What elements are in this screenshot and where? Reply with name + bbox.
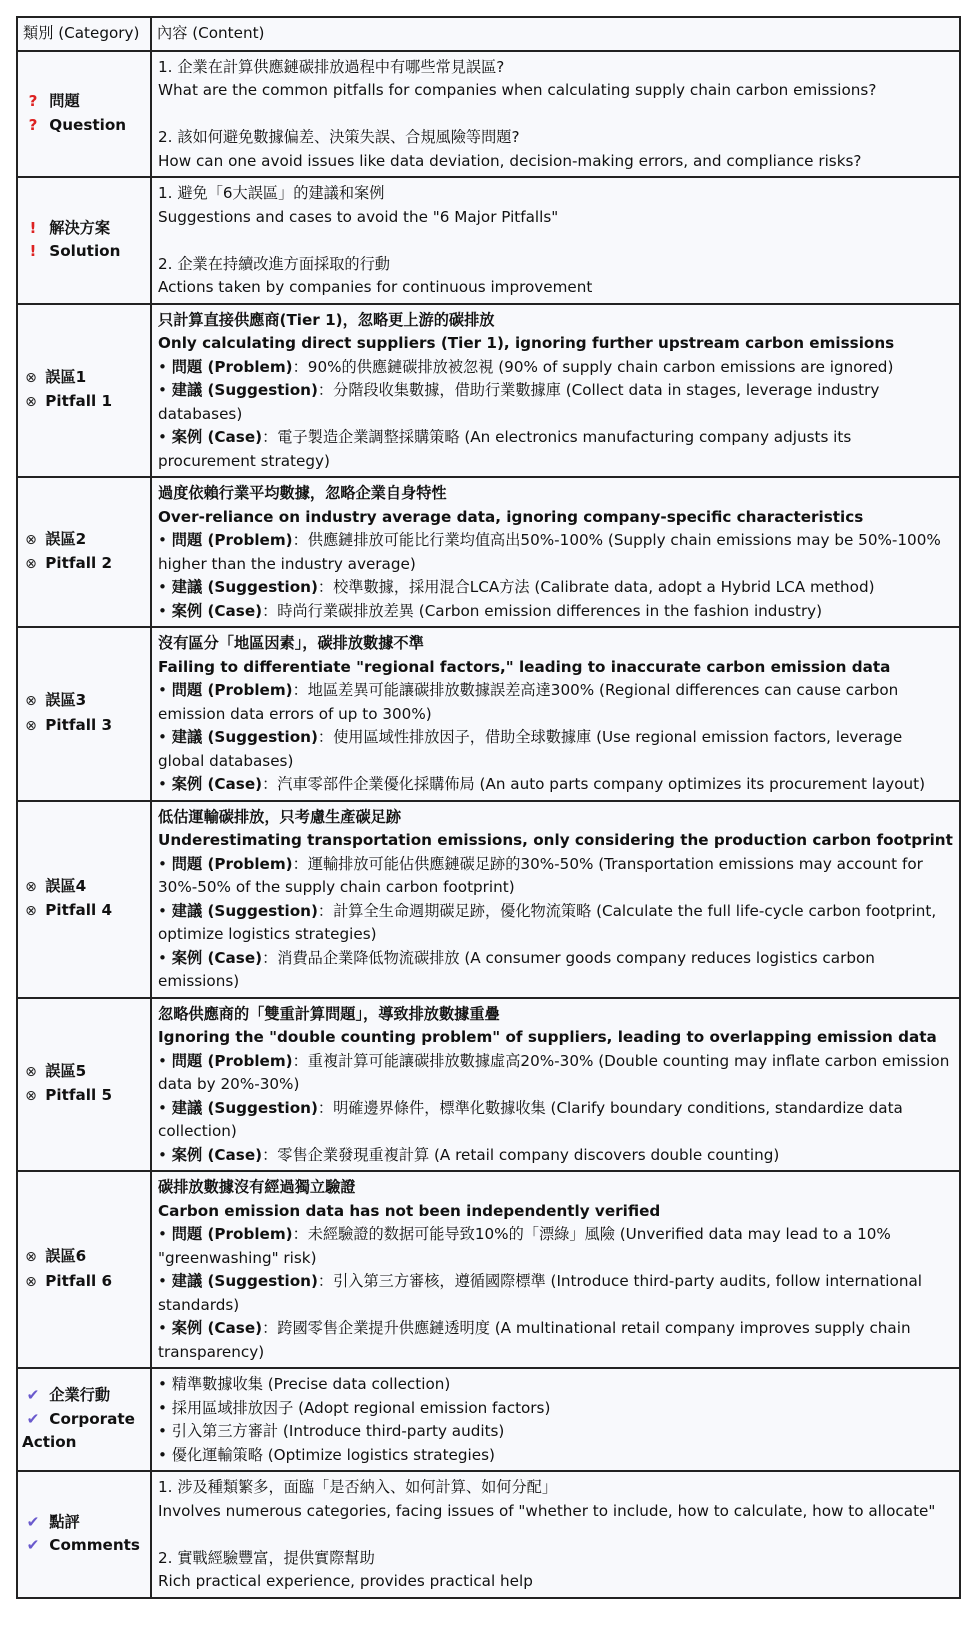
category-text: 誤區4 — [45, 876, 87, 895]
circled-x-icon: ⊗ — [25, 1088, 37, 1105]
content-heading: 忽略供應商的「雙重計算問題」，導致排放數據重疊 — [158, 1004, 500, 1023]
category-cell — [17, 51, 151, 178]
content-cell — [151, 1368, 960, 1471]
category-cell — [17, 304, 151, 478]
content-line: Involves numerous categories, facing issues of "whether to include, how to calculate, how to allocate" — [158, 1501, 936, 1520]
category-label — [22, 1060, 144, 1085]
content-heading: 沒有區分「地區因素」，碳排放數據不準 — [158, 634, 424, 652]
table-row-corporate-action — [17, 1368, 960, 1471]
bullet-item: • 問題 (Problem)：供應鏈排放可能比行業均值高出50%-100% (Supply chain emissions may be 50%-100% higher than the industry average) — [158, 531, 941, 573]
bullet-label: 案例 (Case) — [171, 1145, 263, 1164]
content-line: Suggestions and cases to avoid the "6 Major Pitfalls" — [158, 207, 559, 226]
content-heading: Carbon emission data has not been independently verified — [158, 1201, 661, 1220]
bullet-item: • 建議 (Suggestion)：引入第三方審核，遵循國際標準 (Introduce third-party audits, follow international standards) — [158, 1272, 922, 1314]
bullet-label: 建議 (Suggestion) — [171, 1272, 318, 1290]
bullet-item: • 精準數據收集 (Precise data collection) — [158, 1375, 451, 1393]
table-row-pitfall-5 — [17, 998, 960, 1172]
check-icon: ✔ — [26, 1386, 40, 1405]
category-cell — [17, 1471, 151, 1598]
circled-x-icon: ⊗ — [25, 903, 37, 919]
bullet-label: 問題 (Problem) — [171, 531, 293, 549]
content-heading: 只計算直接供應商(Tier 1)，忽略更上游的碳排放 — [158, 310, 495, 329]
question-icon: ? — [28, 92, 38, 111]
bullet-label: 案例 (Case) — [171, 428, 263, 446]
bullet-item: • 案例 (Case)：跨國零售企業提升供應鏈透明度 (A multinational retail company improves supply chain transparency) — [158, 1319, 911, 1361]
check-icon: ✔ — [26, 1512, 40, 1531]
header-category: 類別 (Category) — [17, 17, 151, 51]
bullet-text: ：地區差異可能讓碳排放數據誤差高達300% (Regional differences can cause carbon emission data errors of up to 300%) — [158, 681, 899, 723]
content-line: 2. 企業在持續改進方面採取的行動 — [158, 254, 390, 273]
bullet-text: ：跨國零售企業提升供應鏈透明度 (A multinational retail company improves supply chain transparency) — [158, 1319, 911, 1361]
table-row-pitfall-3 — [17, 627, 960, 801]
bullet-item: • 問題 (Problem)：未經驗證的数据可能导致10%的「漂綠」風險 (Unverified data may lead to a 10% "greenwashing" risk) — [158, 1225, 891, 1267]
category-text: Question — [49, 115, 127, 134]
bullet-text: ：計算全生命週期碳足跡，優化物流策略 (Calculate the full life-cycle carbon footprint, optimize logistics strategies) — [158, 901, 937, 943]
bullet-text: ：引入第三方審核，遵循國際標準 (Introduce third-party audits, follow international standards) — [158, 1272, 922, 1314]
bullet-text: ：使用區域性排放因子，借助全球數據庫 (Use regional emission factors, leverage global databases) — [158, 728, 903, 770]
category-cell — [17, 801, 151, 998]
content-cell — [151, 998, 960, 1172]
category-text: Pitfall 1 — [45, 392, 113, 411]
category-text: 誤區5 — [45, 1061, 87, 1080]
content-line: 2. 實戰經驗豐富，提供實際幫助 — [158, 1548, 375, 1567]
category-text: Corporate Action — [22, 1409, 135, 1452]
table-row-comments — [17, 1471, 960, 1598]
category-text: 問題 — [49, 92, 80, 111]
circled-x-icon: ⊗ — [25, 693, 37, 710]
check-icon: ✔ — [26, 1409, 40, 1428]
bullet-text: 精準數據收集 (Precise data collection) — [171, 1375, 451, 1393]
circled-x-icon: ⊗ — [25, 394, 37, 411]
category-label — [22, 1408, 144, 1455]
content-line: 2. 該如何避免數據偏差、決策失誤、合規風險等問題? — [158, 128, 520, 146]
bullet-text: ：重複計算可能讓碳排放數據虛高20%-30% (Double counting may inflate carbon emission data by 20%-30%) — [158, 1051, 950, 1093]
content-line: How can one avoid issues like data deviation, decision-making errors, and compliance risks? — [158, 151, 862, 170]
category-label — [22, 528, 144, 553]
category-label — [22, 217, 144, 241]
bullet-label: 問題 (Problem) — [171, 357, 293, 376]
category-cell — [17, 998, 151, 1172]
content-line: Actions taken by companies for continuous improvement — [158, 278, 593, 296]
category-text: Comments — [49, 1536, 140, 1555]
content-cell — [151, 177, 960, 304]
content-heading: Failing to differentiate "regional factors," leading to inaccurate carbon emission data — [158, 657, 891, 676]
bullet-item: • 案例 (Case)：時尚行業碳排放差異 (Carbon emission differences in the fashion industry) — [158, 601, 823, 620]
circled-x-icon: ⊗ — [25, 531, 37, 548]
header-row — [17, 17, 960, 51]
category-text: 誤區1 — [45, 367, 87, 386]
content-line: 1. 企業在計算供應鏈碳排放過程中有哪些常見誤區? — [158, 57, 505, 76]
category-label — [22, 1245, 144, 1270]
category-label — [22, 390, 144, 415]
category-text: Pitfall 6 — [45, 1271, 113, 1290]
content-cell — [151, 801, 960, 998]
circled-x-icon: ⊗ — [25, 717, 37, 734]
table-row-pitfall-6 — [17, 1171, 960, 1368]
bullet-text: ：分階段收集數據，借助行業數據庫 (Collect data in stages, leverage industry databases) — [158, 381, 880, 423]
bullet-text: ：明確邊界條件，標準化數據收集 (Clarify boundary conditions, standardize data collection) — [158, 1098, 903, 1140]
category-text: 誤區3 — [45, 691, 87, 710]
bullet-item: • 建議 (Suggestion)：分階段收集數據，借助行業數據庫 (Collect data in stages, leverage industry databases) — [158, 381, 880, 423]
bullet-label: 案例 (Case) — [171, 948, 263, 967]
bullet-text: ：時尚行業碳排放差異 (Carbon emission differences in the fashion industry) — [262, 601, 823, 620]
content-line: Rich practical experience, provides practical help — [158, 1572, 533, 1590]
category-text: 解決方案 — [49, 218, 111, 237]
bullet-item: • 案例 (Case)：汽車零部件企業優化採購佈局 (An auto parts company optimizes its procurement layout) — [158, 775, 926, 793]
category-label — [22, 714, 144, 739]
bullet-label: 建議 (Suggestion) — [171, 1098, 318, 1117]
bullet-text: ：汽車零部件企業優化採購佈局 (An auto parts company optimizes its procurement layout) — [262, 775, 926, 793]
content-cell — [151, 477, 960, 627]
category-cell — [17, 477, 151, 627]
content-heading: Underestimating transportation emissions, only considering the production carbon footprint — [158, 831, 953, 849]
category-label — [22, 899, 144, 924]
bullet-item: • 案例 (Case)：零售企業發現重複計算 (A retail company discovers double counting) — [158, 1145, 780, 1164]
table-row-solution — [17, 177, 960, 304]
bullet-text: ：未經驗證的数据可能导致10%的「漂綠」風險 (Unverified data may lead to a 10% "greenwashing" risk) — [158, 1225, 891, 1267]
exclamation-icon: ! — [29, 218, 37, 237]
bullet-label: 案例 (Case) — [171, 775, 263, 793]
content-line: What are the common pitfalls for companies when calculating supply chain carbon emissions? — [158, 81, 877, 99]
bullet-text: ：校準數據，採用混合LCA方法 (Calibrate data, adopt a Hybrid LCA method) — [317, 578, 875, 596]
content-heading: Only calculating direct suppliers (Tier 1), ignoring further upstream carbon emissions — [158, 334, 895, 352]
bullet-item: • 優化運輸策略 (Optimize logistics strategies) — [158, 1445, 495, 1464]
category-cell — [17, 1368, 151, 1471]
exclamation-icon: ! — [29, 242, 37, 261]
category-label — [22, 1534, 144, 1558]
content-cell — [151, 627, 960, 801]
content-line: 1. 避免「6大誤區」的建議和案例 — [158, 184, 385, 202]
content-heading: 過度依賴行業平均數據，忽略企業自身特性 — [158, 484, 447, 502]
category-text: 企業行動 — [49, 1386, 111, 1405]
category-label — [22, 1384, 144, 1408]
table-row-pitfall-4 — [17, 801, 960, 998]
circled-x-icon: ⊗ — [25, 1063, 37, 1080]
category-cell — [17, 1171, 151, 1368]
header-content: 內容 (Content) — [151, 17, 960, 51]
bullet-label: 建議 (Suggestion) — [171, 381, 318, 399]
table-row-question — [17, 51, 960, 178]
bullet-item: • 問題 (Problem)：運輸排放可能佔供應鏈碳足跡的30%-50% (Transportation emissions may account for 30%-50% of the supply chain carbon footprint) — [158, 854, 923, 896]
category-text: 誤區6 — [45, 1247, 87, 1265]
table-row-pitfall-2 — [17, 477, 960, 627]
category-label — [22, 1084, 144, 1109]
bullet-label: 問題 (Problem) — [171, 1225, 293, 1243]
content-heading: Ignoring the "double counting problem" of suppliers, leading to overlapping emission data — [158, 1028, 937, 1046]
bullet-item: • 案例 (Case)：電子製造企業調整採購策略 (An electronics manufacturing company adjusts its procurement strategy) — [158, 428, 852, 470]
bullet-item: • 建議 (Suggestion)：計算全生命週期碳足跡，優化物流策略 (Calculate the full life-cycle carbon footprint, optimize logistics strategies) — [158, 901, 937, 943]
content-heading: 碳排放數據沒有經過獨立驗證 — [158, 1178, 356, 1196]
bullet-label: 案例 (Case) — [171, 1319, 263, 1337]
category-label — [22, 552, 144, 577]
content-cell — [151, 304, 960, 478]
category-text: Pitfall 5 — [45, 1086, 113, 1105]
circled-x-icon: ⊗ — [25, 1249, 37, 1265]
content-cell — [151, 1171, 960, 1368]
pitfalls-table — [16, 16, 961, 1599]
content-heading: Over-reliance on industry average data, ignoring company-specific characteristics — [158, 507, 864, 526]
blank-line — [158, 1523, 953, 1547]
bullet-label: 問題 (Problem) — [171, 1051, 293, 1070]
bullet-text: ：消費品企業降低物流碳排放 (A consumer goods company reduces logistics carbon emissions) — [158, 948, 875, 990]
category-label — [22, 366, 144, 391]
bullet-text: ：90%的供應鏈碳排放被忽視 (90% of supply chain carbon emissions are ignored) — [292, 357, 894, 376]
circled-x-icon: ⊗ — [25, 878, 37, 895]
category-label — [22, 689, 144, 714]
bullet-text: ：運輸排放可能佔供應鏈碳足跡的30%-50% (Transportation emissions may account for 30%-50% of the supply chain carbon footprint) — [158, 854, 923, 896]
category-label — [22, 240, 144, 264]
bullet-text: ：供應鏈排放可能比行業均值高出50%-100% (Supply chain emissions may be 50%-100% higher than the industry average) — [158, 531, 941, 573]
category-label — [22, 875, 144, 900]
bullet-label: 案例 (Case) — [171, 601, 263, 620]
circled-x-icon: ⊗ — [25, 369, 37, 386]
category-text: Pitfall 3 — [45, 715, 113, 734]
bullet-item: • 採用區域排放因子 (Adopt regional emission factors) — [158, 1398, 551, 1417]
bullet-item: • 問題 (Problem)：地區差異可能讓碳排放數據誤差高達300% (Regional differences can cause carbon emission data errors of up to 300%) — [158, 681, 899, 723]
bullet-item: • 引入第三方審計 (Introduce third-party audits) — [158, 1422, 505, 1440]
bullet-label: 建議 (Suggestion) — [171, 901, 318, 920]
bullet-item: • 案例 (Case)：消費品企業降低物流碳排放 (A consumer goods company reduces logistics carbon emissions) — [158, 948, 875, 990]
bullet-label: 問題 (Problem) — [171, 854, 293, 873]
content-cell — [151, 1471, 960, 1598]
category-cell — [17, 627, 151, 801]
bullet-label: 問題 (Problem) — [171, 681, 293, 699]
bullet-text: 優化運輸策略 (Optimize logistics strategies) — [171, 1445, 495, 1464]
category-label — [22, 90, 144, 114]
bullet-item: • 建議 (Suggestion)：使用區域性排放因子，借助全球數據庫 (Use regional emission factors, leverage global databases) — [158, 728, 903, 770]
bullet-text: ：電子製造企業調整採購策略 (An electronics manufacturing company adjusts its procurement strategy) — [158, 428, 852, 470]
category-text: 誤區2 — [45, 529, 87, 548]
content-heading: 低估運輸碳排放，只考慮生產碳足跡 — [158, 807, 401, 826]
bullet-label: 建議 (Suggestion) — [171, 578, 318, 596]
bullet-label: 建議 (Suggestion) — [171, 728, 318, 746]
category-text: 點評 — [49, 1512, 80, 1531]
bullet-text: ：零售企業發現重複計算 (A retail company discovers double counting) — [262, 1145, 780, 1164]
content-line: 1. 涉及種類繁多，面臨「是否納入、如何計算、如何分配」 — [158, 1478, 558, 1496]
circled-x-icon: ⊗ — [25, 1273, 37, 1290]
bullet-item: • 建議 (Suggestion)：校準數據，採用混合LCA方法 (Calibrate data, adopt a Hybrid LCA method) — [158, 578, 875, 596]
bullet-text: 引入第三方審計 (Introduce third-party audits) — [171, 1422, 505, 1440]
blank-line — [158, 229, 953, 253]
blank-line — [158, 103, 953, 127]
category-cell — [17, 177, 151, 304]
circled-x-icon: ⊗ — [25, 556, 37, 572]
table-row-pitfall-1 — [17, 304, 960, 478]
category-label — [22, 1511, 144, 1535]
category-text: Pitfall 4 — [45, 901, 113, 919]
bullet-text: 採用區域排放因子 (Adopt regional emission factors) — [171, 1398, 551, 1417]
category-text: Solution — [49, 242, 121, 261]
content-cell — [151, 51, 960, 178]
bullet-item: • 問題 (Problem)：重複計算可能讓碳排放數據虛高20%-30% (Double counting may inflate carbon emission data by 20%-30%) — [158, 1051, 950, 1093]
check-icon: ✔ — [26, 1536, 40, 1555]
bullet-item: • 建議 (Suggestion)：明確邊界條件，標準化數據收集 (Clarify boundary conditions, standardize data collection) — [158, 1098, 903, 1140]
category-text: Pitfall 2 — [45, 554, 113, 572]
category-label — [22, 114, 144, 138]
bullet-item: • 問題 (Problem)：90%的供應鏈碳排放被忽視 (90% of supply chain carbon emissions are ignored) — [158, 357, 894, 376]
question-icon: ? — [28, 115, 38, 134]
category-label — [22, 1270, 144, 1295]
